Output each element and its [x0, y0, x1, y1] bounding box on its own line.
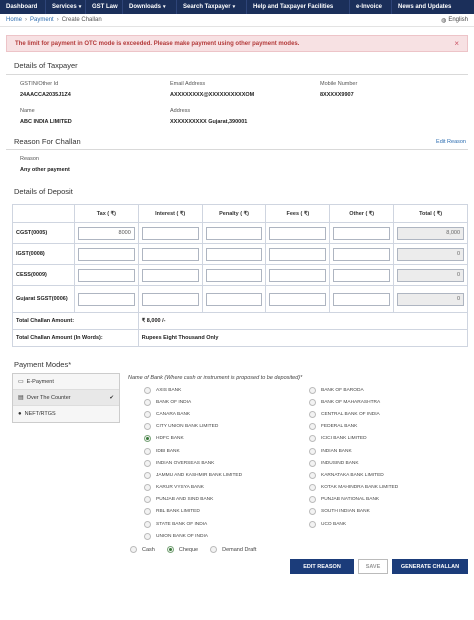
bank-option[interactable]	[144, 506, 309, 518]
cell	[330, 286, 394, 313]
bank-option[interactable]	[144, 421, 309, 433]
bank-label: HDFC BANK	[156, 436, 184, 442]
other-input[interactable]	[333, 293, 390, 306]
interest-input[interactable]	[142, 227, 199, 240]
row-label: IGST(0008)	[13, 244, 75, 265]
address-label: Address	[170, 108, 191, 114]
penalty-input[interactable]	[206, 269, 263, 282]
bank-label: RBL BANK LIMITED	[156, 509, 200, 515]
table-row	[13, 244, 468, 265]
error-alert	[6, 35, 468, 52]
reason-header	[0, 137, 474, 146]
interest-input[interactable]	[142, 269, 199, 282]
bank-label: CENTRAL BANK OF INDIA	[321, 411, 380, 417]
bank-option[interactable]	[144, 482, 309, 494]
radio-button[interactable]	[144, 399, 151, 406]
bank-label: INDIAN OVERSEAS BANK	[156, 460, 215, 466]
bank-label: UCO BANK	[321, 521, 347, 527]
header-other: Other ( ₹)	[330, 205, 394, 223]
bank-option[interactable]	[309, 445, 474, 457]
email-value: AXXXXXXXX@XXXXXXXXXXOM	[170, 92, 255, 98]
bank-option[interactable]	[144, 445, 309, 457]
radio-button[interactable]	[144, 484, 151, 491]
bank-option[interactable]	[309, 396, 474, 408]
bank-option[interactable]	[144, 408, 309, 420]
fees-input[interactable]	[269, 248, 326, 261]
bank-label: SOUTH INDIAN BANK	[321, 509, 370, 515]
bank-label: INDIAN BANK	[321, 448, 352, 454]
chevron-down-icon: ▾	[78, 4, 82, 10]
mobile-value: 8XXXXX9907	[320, 92, 354, 98]
divider	[6, 149, 468, 150]
cell	[202, 244, 266, 265]
radio-button[interactable]	[144, 448, 151, 455]
instrument-label: Demand Draft	[222, 546, 257, 553]
cell	[266, 265, 330, 286]
radio-button[interactable]	[309, 484, 316, 491]
bank-selection	[120, 373, 474, 553]
reason-section-title: Reason For Challan	[14, 137, 81, 146]
nav-dashboard[interactable]	[0, 0, 46, 14]
nav-label: Services	[52, 4, 77, 10]
radio-button[interactable]	[309, 521, 316, 528]
header-total: Total ( ₹)	[394, 205, 468, 223]
tax-input[interactable]	[78, 269, 135, 282]
bank-label: KARNATAKA BANK LIMITED	[321, 472, 384, 478]
radio-button[interactable]	[309, 423, 316, 430]
cell	[394, 223, 468, 244]
radio-button[interactable]	[309, 399, 316, 406]
radio-button-selected[interactable]	[144, 435, 151, 442]
breadcrumb	[6, 17, 102, 23]
radio-button[interactable]	[309, 460, 316, 467]
cell	[394, 286, 468, 313]
bank-label: PUNJAB AND SIND BANK	[156, 497, 214, 503]
instrument-options	[128, 546, 474, 553]
cell	[266, 244, 330, 265]
cell	[74, 265, 138, 286]
nav-label: Downloads	[129, 4, 162, 10]
tab-label: NEFT/RTGS	[24, 411, 56, 417]
nav-label: Search Taxpayer	[183, 4, 231, 10]
row-label: CGST(0005)	[13, 223, 75, 244]
action-bar	[0, 559, 474, 574]
table-row	[13, 223, 468, 244]
breadcrumb-current: Create Challan	[61, 17, 102, 23]
generate-challan-button[interactable]: GENERATE CHALLAN	[392, 559, 468, 574]
total-words-label: Total Challan Amount (In Words):	[13, 330, 139, 347]
language-label: English	[448, 17, 468, 23]
bank-option[interactable]	[309, 384, 474, 396]
radio-button[interactable]	[309, 472, 316, 479]
row-label: Gujarat SGST(0006)	[13, 286, 75, 313]
row-label: CESS(0009)	[13, 265, 75, 286]
cell	[266, 286, 330, 313]
total-field: 0	[397, 269, 464, 282]
edit-reason-button[interactable]: EDIT REASON	[290, 559, 354, 574]
bank-label: ICICI BANK LIMITED	[321, 436, 367, 442]
bank-option[interactable]	[309, 506, 474, 518]
breadcrumb-separator: ›	[25, 17, 28, 23]
radio-button[interactable]	[144, 460, 151, 467]
header-fees: Fees ( ₹)	[266, 205, 330, 223]
cell	[138, 265, 202, 286]
nav-label: GST Law	[92, 4, 118, 10]
bank-option[interactable]	[309, 469, 474, 481]
bank-option[interactable]	[309, 518, 474, 530]
nav-help[interactable]	[247, 0, 350, 14]
check-icon: ✔	[109, 394, 114, 401]
tax-input[interactable]	[78, 293, 135, 306]
breadcrumb-separator: ›	[56, 17, 59, 23]
total-amount-label: Total Challan Amount:	[13, 313, 139, 330]
reason-block	[0, 156, 474, 173]
bank-label: IDBI BANK	[156, 448, 180, 454]
payment-modes	[0, 373, 474, 553]
bank-label: KARUR VYSYA BANK	[156, 485, 204, 491]
bank-option[interactable]	[309, 482, 474, 494]
reason-value: Any other payment	[20, 167, 70, 173]
radio-button[interactable]	[130, 546, 137, 553]
document-icon: ▤	[18, 395, 24, 401]
transfer-icon: ●	[18, 411, 22, 417]
bank-label: BANK OF MAHARASHTRA	[321, 399, 381, 405]
cell	[138, 286, 202, 313]
cell	[394, 265, 468, 286]
radio-button[interactable]	[309, 508, 316, 515]
penalty-input[interactable]	[206, 293, 263, 306]
name-label: Name	[20, 108, 35, 114]
payment-mode-list	[12, 373, 120, 423]
radio-button[interactable]	[144, 533, 151, 540]
tax-input[interactable]: 8000	[78, 227, 135, 240]
bank-list	[128, 384, 474, 542]
bank-option[interactable]	[144, 396, 309, 408]
fees-input[interactable]	[269, 293, 326, 306]
bank-option[interactable]	[144, 457, 309, 469]
bank-label: STATE BANK OF INDIA	[156, 521, 208, 527]
alert-message: The limit for payment in OTC mode is exceeded. Please make payment using other payment modes.	[15, 40, 300, 47]
radio-button[interactable]	[309, 387, 316, 394]
cell	[394, 244, 468, 265]
instrument-cheque[interactable]	[167, 546, 198, 553]
bank-title: Name of Bank (Where cash or instrument is proposed to be deposited)*	[128, 375, 303, 381]
deposit-table	[12, 204, 468, 347]
language-selector[interactable]	[441, 17, 468, 24]
empty-cell	[320, 108, 470, 125]
bank-label: KOTAK MAHINDRA BANK LIMITED	[321, 485, 399, 491]
other-input[interactable]	[333, 269, 390, 282]
bank-option[interactable]	[309, 408, 474, 420]
gstin-value: 24AACCA2035J1Z4	[20, 92, 71, 98]
mobile-block	[320, 81, 470, 98]
taxpayer-details-2	[0, 108, 474, 125]
bank-column-right	[309, 384, 474, 542]
radio-button[interactable]	[144, 472, 151, 479]
deposit-header-row	[13, 205, 468, 223]
radio-button[interactable]	[144, 508, 151, 515]
cell	[138, 244, 202, 265]
chevron-down-icon: ▾	[163, 4, 166, 10]
interest-input[interactable]	[142, 248, 199, 261]
instrument-cash[interactable]	[130, 546, 155, 553]
edit-reason-link[interactable]: Edit Reason	[436, 138, 466, 145]
divider	[6, 74, 468, 75]
bank-label: CITY UNION BANK LIMITED	[156, 424, 219, 430]
name-value: ABC INDIA LIMITED	[20, 119, 72, 125]
radio-button[interactable]	[144, 496, 151, 503]
bank-label: BANK OF INDIA	[156, 399, 192, 405]
total-field: 8,000	[397, 227, 464, 240]
payment-mode-column	[12, 373, 120, 553]
save-button[interactable]: SAVE	[358, 559, 388, 574]
bank-label: FEDERAL BANK	[321, 424, 358, 430]
total-field: 0	[397, 248, 464, 261]
bank-label: JAMMU AND KASHMIR BANK LIMITED	[156, 472, 243, 478]
bank-label: PUNJAB NATIONAL BANK	[321, 497, 380, 503]
cell	[266, 223, 330, 244]
close-icon[interactable]: ×	[454, 39, 459, 48]
cell	[330, 265, 394, 286]
radio-button[interactable]	[144, 521, 151, 528]
nav-einvoice[interactable]	[350, 0, 392, 14]
breadcrumb-home[interactable]: Home	[6, 17, 23, 23]
bank-option[interactable]	[309, 494, 474, 506]
header-blank	[13, 205, 75, 223]
bank-option-selected[interactable]	[144, 433, 309, 445]
nav-label: Help and Taxpayer Facilities	[253, 4, 334, 10]
gstin-block	[20, 81, 170, 98]
email-label: Email Address	[170, 81, 206, 87]
payment-modes-title: Payment Modes*	[14, 360, 72, 369]
fees-input[interactable]	[269, 227, 326, 240]
total-words-value: Rupees Eight Thousand Only	[138, 330, 467, 347]
tax-input[interactable]	[78, 248, 135, 261]
bank-label: INDUSIND BANK	[321, 460, 359, 466]
tab-e-payment[interactable]	[13, 374, 119, 390]
cell	[330, 244, 394, 265]
radio-button[interactable]	[309, 448, 316, 455]
radio-button[interactable]	[210, 546, 217, 553]
nav-services[interactable]	[46, 0, 86, 14]
radio-button-selected[interactable]	[167, 546, 174, 553]
bank-label: UNION BANK OF INDIA	[156, 533, 208, 539]
bank-option[interactable]	[144, 518, 309, 530]
card-icon: ▭	[18, 379, 24, 385]
tab-over-the-counter[interactable]	[13, 390, 119, 406]
nav-downloads[interactable]	[123, 0, 177, 14]
nav-news[interactable]	[392, 0, 474, 14]
cell	[202, 265, 266, 286]
gstin-label: GSTIN/Other Id	[20, 81, 59, 87]
cell	[74, 286, 138, 313]
bank-label: AXIS BANK	[156, 387, 182, 393]
radio-button[interactable]	[144, 387, 151, 394]
total-amount-value: ₹ 8,000 /-	[138, 313, 467, 330]
cell	[202, 223, 266, 244]
bank-option[interactable]	[144, 384, 309, 396]
instrument-demand-draft[interactable]	[210, 546, 256, 553]
fees-input[interactable]	[269, 269, 326, 282]
bank-option[interactable]	[144, 469, 309, 481]
penalty-input[interactable]	[206, 227, 263, 240]
chevron-down-icon: ▾	[232, 4, 236, 10]
interest-input[interactable]	[142, 293, 199, 306]
breadcrumb-payment[interactable]: Payment	[30, 17, 54, 23]
bank-label: CANARA BANK	[156, 411, 191, 417]
header-tax: Tax ( ₹)	[74, 205, 138, 223]
bank-column-left	[144, 384, 309, 542]
breadcrumb-bar	[0, 14, 474, 27]
tab-content	[18, 394, 71, 401]
bank-option[interactable]	[309, 421, 474, 433]
bank-label: BANK OF BARODA	[321, 387, 364, 393]
tab-label: E-Payment	[26, 378, 54, 385]
table-row	[13, 286, 468, 313]
cell	[202, 286, 266, 313]
email-block	[170, 81, 320, 98]
radio-button[interactable]	[309, 496, 316, 503]
cell	[74, 223, 138, 244]
bank-option[interactable]	[309, 433, 474, 445]
bank-option[interactable]	[144, 494, 309, 506]
total-words-row	[13, 330, 468, 347]
header-penalty: Penalty ( ₹)	[202, 205, 266, 223]
deposit-section-title: Details of Deposit	[14, 187, 73, 196]
radio-button[interactable]	[309, 411, 316, 418]
deposit-table-wrap	[0, 204, 474, 347]
name-block	[20, 108, 170, 125]
nav-label: News and Updates	[398, 4, 452, 10]
tab-label: Over The Counter	[26, 394, 71, 401]
nav-label: Dashboard	[6, 4, 38, 10]
radio-button[interactable]	[309, 435, 316, 442]
top-nav	[0, 0, 474, 14]
taxpayer-details	[0, 81, 474, 98]
cell	[330, 223, 394, 244]
nav-search-taxpayer[interactable]	[177, 0, 247, 14]
mobile-label: Mobile Number	[320, 81, 358, 87]
reason-label: Reason	[20, 156, 39, 162]
taxpayer-section-title: Details of Taxpayer	[14, 61, 78, 70]
table-row	[13, 265, 468, 286]
cell	[138, 223, 202, 244]
nav-gst-law[interactable]	[86, 0, 123, 14]
instrument-label: Cheque	[178, 546, 199, 553]
globe-icon: ◍	[441, 17, 447, 24]
nav-label: e-Invoice	[356, 4, 383, 10]
tab-neft-rtgs[interactable]	[13, 406, 119, 422]
other-input[interactable]	[333, 248, 390, 261]
instrument-label: Cash	[142, 546, 155, 553]
header-interest: Interest ( ₹)	[138, 205, 202, 223]
bank-option[interactable]	[144, 530, 309, 542]
bank-option[interactable]	[309, 457, 474, 469]
other-input[interactable]	[333, 227, 390, 240]
address-value: XXXXXXXXXX Gujarat,390001	[170, 119, 248, 125]
cell	[74, 244, 138, 265]
radio-button[interactable]	[144, 423, 151, 430]
penalty-input[interactable]	[206, 248, 263, 261]
total-amount-row	[13, 313, 468, 330]
address-block	[170, 108, 320, 125]
total-field: 0	[397, 293, 464, 306]
radio-button[interactable]	[144, 411, 151, 418]
